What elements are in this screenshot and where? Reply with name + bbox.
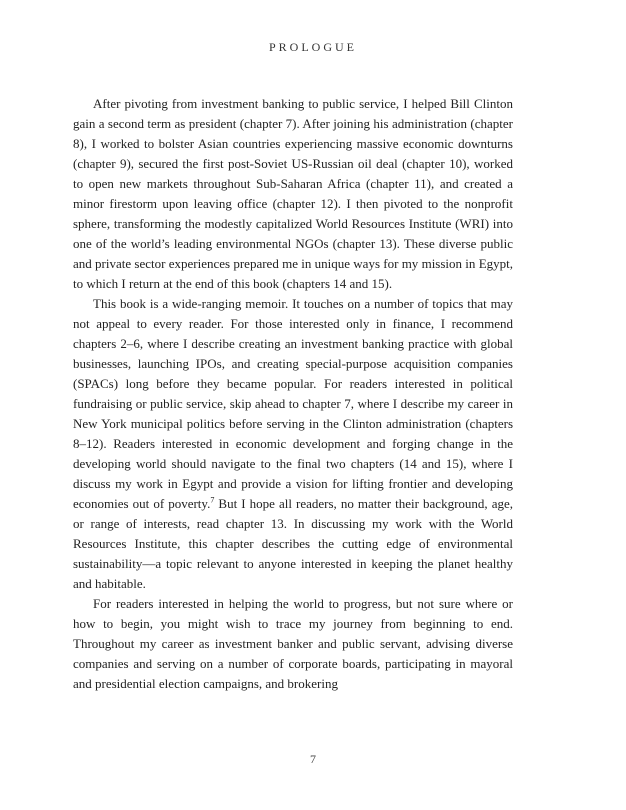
page-number: 7 (310, 752, 316, 766)
text-segment: But I hope all readers, no matter their background, age, or range of interests, read chapter 13. In discussing my work with the World Resources Institute, this chapter describes the cutting edge of environmental sustainability—a topic relevant to anyone interested in keeping the planet healthy and habitable. (73, 496, 514, 591)
text-segment: For readers interested in helping the world to progress, but not sure where or how to begin, you might wish to trace my journey from beginning to end. Throughout my career as investment banker and public servant, advising diverse companies and serving on a number of corporate boards, participating in mayoral and presidential election campaigns, and brokering (73, 596, 513, 691)
text-segment: After pivoting from investment banking to public service, I helped Bill Clinton gain a second term as president (chapter 7). After joining his administration (chapter 8), I worked to bolster Asian countries experiencing massive economic downturns (chapter 9), secured the first post-Soviet US-Russian oil deal (chapter 10), worked to open new markets throughout Sub-Saharan Africa (chapter 11), and created a minor firestorm upon leaving office (chapter 12). I then pivoted to the nonprofit sphere, transforming the modestly capitalized World Resources Institute (WRI) into one of the world’s leading environmental NGOs (chapter 13). These diverse public and private sector experiences prepared me in unique ways for my mission in Egypt, to which I return at the end of this book (chapters 14 and 15). (73, 96, 513, 291)
paragraph (73, 294, 513, 594)
body-text (73, 94, 513, 694)
paragraph (73, 94, 513, 294)
text-segment: This book is a wide-ranging memoir. It touches on a number of topics that may not appeal to every reader. For those interested only in finance, I recommend chapters 2–6, where I describe creating an investment banking practice with global businesses, launching IPOs, and creating special-purpose acquisition companies (SPACs) long before they became popular. For readers interested in political fundraising or public service, skip ahead to chapter 7, where I describe my career in New York municipal politics before serving in the Clinton administration (chapters 8–12). Readers interested in economic development and forging change in the developing world should navigate to the final two chapters (14 and 15), where I discuss my work in Egypt and provide a vision for lifting frontier and developing economies out of poverty. (73, 296, 513, 511)
running-header: PROLOGUE (268, 40, 357, 54)
footnote-marker: 7 (210, 495, 215, 505)
paragraph (73, 594, 513, 694)
